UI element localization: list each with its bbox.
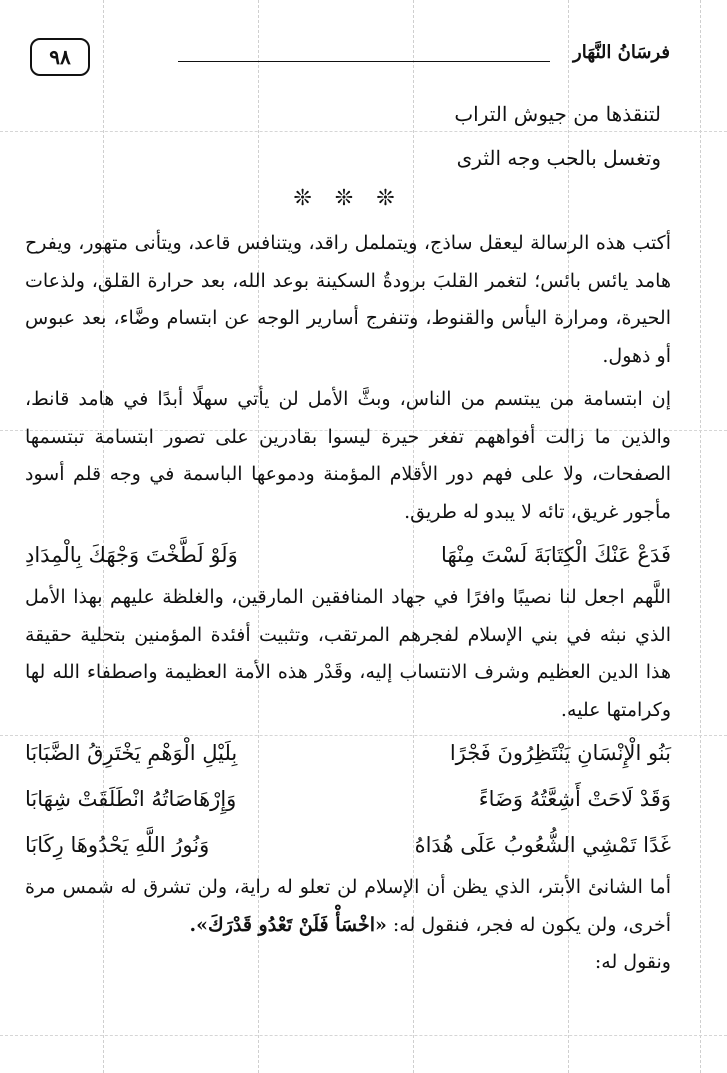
opening-verse-line: لتنقذها من جيوش التراب (454, 102, 661, 126)
poem-line (25, 731, 671, 775)
poem-hemistich-left: بِلَيْلِ الْوَهْمِ يَخْتَرِقُ الضَّبَابَا (25, 741, 238, 765)
grid-line (0, 1035, 727, 1036)
poem-hemistich-right: بَنُو الْإِنْسَانِ يَنْتَظِرُونَ فَجْرًا (449, 741, 671, 765)
page-number-badge (30, 38, 90, 76)
header-rule (178, 61, 550, 62)
poem-line (25, 823, 671, 867)
closing-paragraph (25, 869, 671, 944)
page-number: ٩٨ (49, 45, 71, 69)
page-header (30, 38, 670, 78)
poem-line (25, 777, 671, 821)
poem-hemistich-right: فَدَعْ عَنْكَ الْكِتَابَةَ لَسْتَ مِنْهَا (441, 543, 671, 567)
closing-quote: «اخْسَأْ فَلَنْ تَعْدُو قَدْرَكَ». (189, 913, 387, 936)
closing-last-line: ونقول له: (594, 951, 671, 973)
poem-hemistich-left: وَنُورُ اللَّهِ يَحْدُوهَا رِكَابَا (25, 833, 210, 857)
paragraph: أكتب هذه الرسالة ليعقل ساذج، ويتململ راقد، ويتنافس قاعد، ويتأنى متهور، ويفرح هامد يائس بائس؛ لتغمر القلبَ برودةُ السكينة بوعد الله، بعد حرارة القلق، ولذعات الحيرة، ومرارة اليأس والقنوط، وتنفرج أسارير الوجه عن ابتسام وضَّاء، بعد عبوس أو ذهول. (25, 232, 671, 367)
prayer-paragraph: اللَّهم اجعل لنا نصيبًا وافرًا في جهاد المنافقين المارقين، والغلظة عليهم بهذا الأمل الذي نبثه في بني الإسلام لفجرهم المرتقب، وتثبيت أفئدة المؤمنين بتحلية حقيقة هذا الدين العظيم وشرف الانتساب إليه، وقَدْر هذه الأمة العظيمة واصطفاء الله لها وكرامتها عليه. (25, 586, 671, 721)
poem-hemistich-right: وَقَدْ لَاحَتْ أَشِعَّتُهُ وَضَاءً (478, 787, 671, 811)
poem-hemistich-right: غَدًا تَمْشِي الشُّعُوبُ عَلَى هُدَاهُ (414, 833, 671, 857)
paragraph: إن ابتسامة من يبتسم من الناس، وبثَّ الأمل لن يأتي سهلًا أبدًا في هامد قانط، والذين ما زالت أفواههم تفغر حيرة ليسوا بقادرين على تصور ابتسامة تبتسمها الصفحات، ولا على فهم دور الأقلام المؤمنة ودموعها الباسمة في وجه قلم أسود مأجور غريق، تائه لا يبدو له طريق. (25, 388, 671, 523)
opening-verse-line: وتغسل بالحب وجه الثرى (456, 146, 661, 170)
page-body (25, 92, 671, 982)
closing-text: أما الشانئ الأبتر، الذي يظن أن الإسلام لن تعلو له راية، ولن تشرق له شمس مرة أخرى، ولن يكون له فجر، فنقول له: (25, 876, 671, 936)
poem-hemistich-left: وَإِرْهَاصَاتُهُ انْطَلَقَتْ شِهَابَا (25, 787, 237, 811)
section-separator: ❊ ❊ ❊ (293, 186, 403, 211)
poem-line (25, 533, 671, 577)
grid-line (700, 0, 701, 1073)
book-title: فرسَانُ النَّهَار (573, 42, 670, 63)
poem-hemistich-left: وَلَوْ لَطَّخْتَ وَجْهَكَ بِالْمِدَادِ (25, 543, 238, 567)
